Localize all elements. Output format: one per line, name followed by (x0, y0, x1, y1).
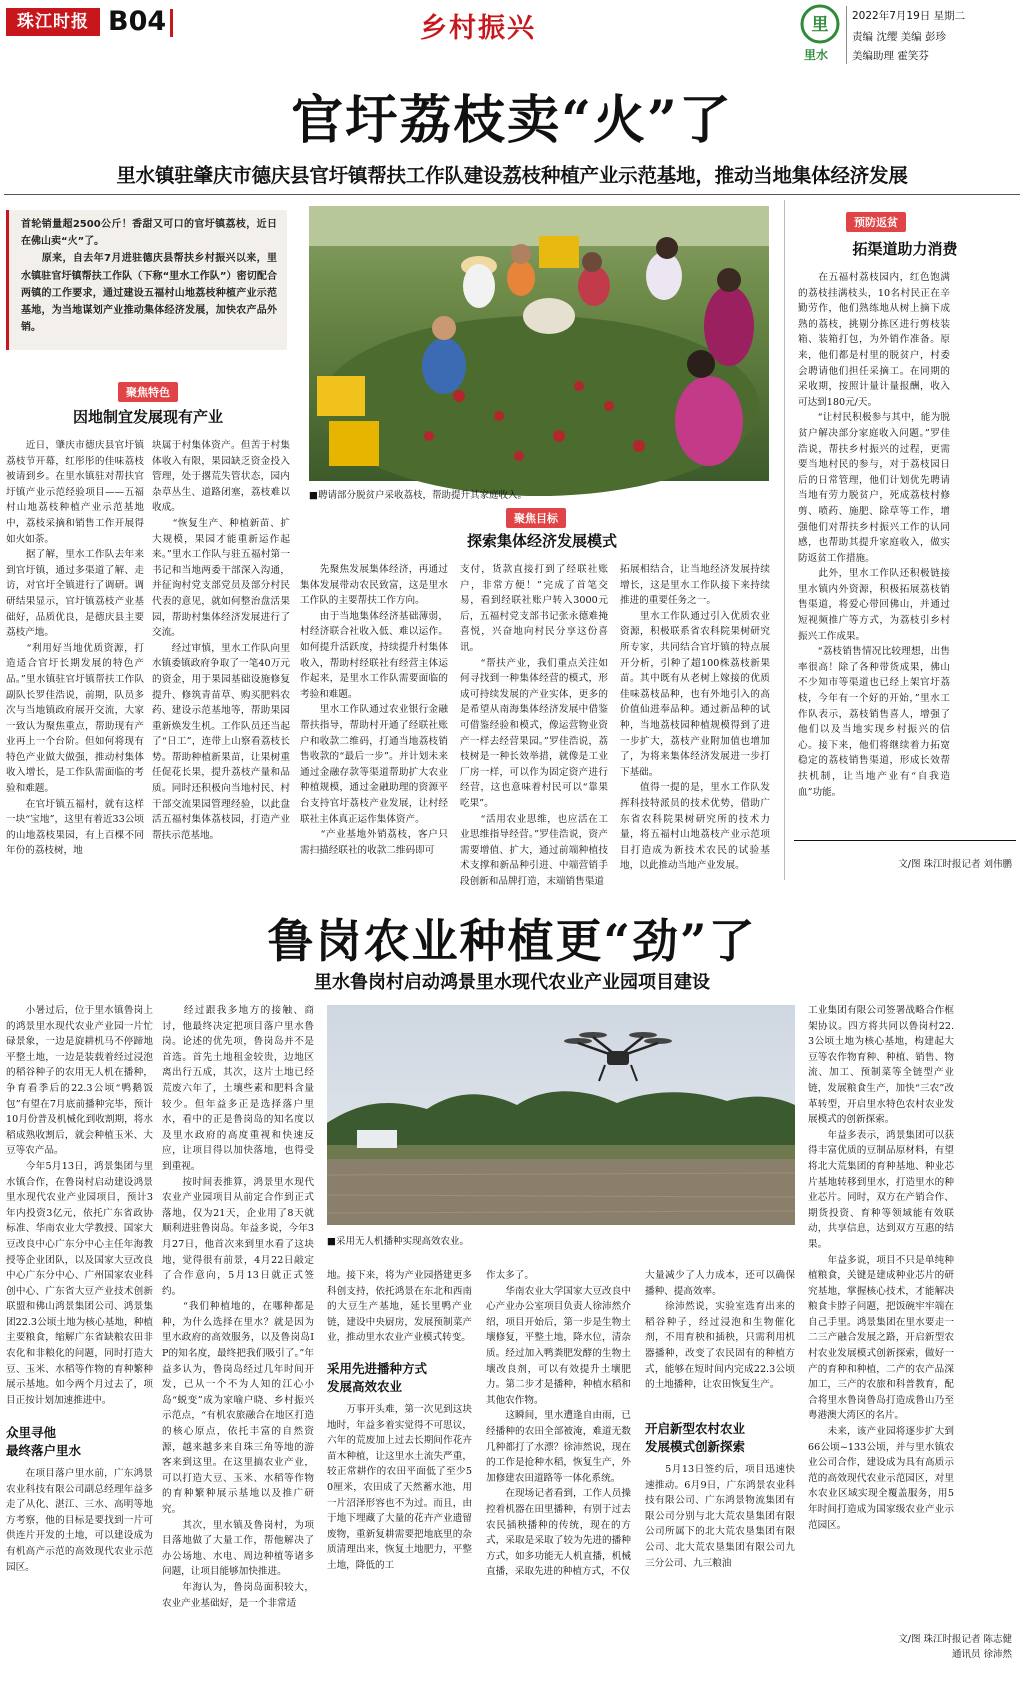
lead-text: 首轮销量超2500公斤！香甜又可口的官圩镇荔枝，近日在佛山卖“火”了。 原来，自去年7月进驻德庆县帮扶乡村振兴以来，里水镇驻官圩镇帮扶工作队（下称“里水工作队”）密切配合两镇的工作要求，通过建设五福村山地荔枝种植产业示范基地，为当地谋划产业推动集体经济发展，加快农产品外销。 (21, 219, 277, 334)
page-number: B04 (108, 6, 167, 37)
story2-col1b: 在项目落户里水前，广东鸿景农业科技有限公司副总经理年益多走了从化、湛江、三水、高明等地方考察，他的目标是要找到一片可供连片开发的土地，可以建设成为有机高产示范的高效现代农业示范园区。 (6, 1468, 153, 1573)
story2-col3: 地。接下来，将为产业园搭建更多科创支持，依托鸿景在东北和西南的大豆生产基地，延长里鸭产业链，建设中央厨房，发展预制菜产业，推动里水农业产业模式转变。 (327, 1270, 472, 1344)
story2-col3b: 万事开头难，第一次见到这块地时，年益多着实觉得不可思议，六年的荒废加上过去长期间作花卉苗木种植，让这里水土流失严重，较正常耕作的农田平面低了至少50厘米，农田成了天然蓄水池，用一片沼泽形容也不为过。而且，由于地下埋藏了大量的花卉产业遗留废物，重新复耕需要把地底里的杂质清理出来，恢复土地肥力，平整土地，降低的工 (327, 1404, 472, 1571)
editor-line: 责编 沈缨 美编 彭珍 (852, 31, 947, 43)
section2-col5: 拓展相结合，让当地经济发展持续增长，这是里水工作队接下来持续推进的重要任务之一。 里水工作队通过引入优质农业资源，积极联系省农科院果树研究所专家，共同结合官圩镇的特点展开分析，引种了超100株荔枝新果苗。其中既有从老树上嫁接的优质佳味荔枝品种，也有外地引入的高价值仙进奉品种。通过新品种的试种，当地荔枝园种植规模得到了进一步扩大，荔枝产业附加值也增加了，为将来集体经济发展进一步打下基础。 值得一提的是，里水工作队发挥科技特派员的技术优势，借助广东省农科院果树研究所的技术力量，将五福村山地荔枝产业示范项目打造成为新技术农民的试验基地，以此推动当地产业发展。 (620, 564, 770, 872)
badge-prevent-poverty: 预防返贫 (846, 212, 906, 232)
badge-focus-goal: 聚焦目标 (506, 508, 566, 528)
story2-col1: 小暑过后，位于里水镇鲁岗上的鸿景里水现代农业产业园一片忙碌景象，一边是旋耕机马不停蹄地平整土地，一边是装载着经过浸泡的稻谷种子的农用无人机在播种，争育看季后的22.3公顷“鸭鹅饭包”有望在7月底前播种完毕，预计10月份普及机械化到收割期，将水稻成熟收割后，就会种植玉米、大豆等农产品。 今年5月13日，鸿景集团与里水镇合作，在鲁岗村启动建设鸿景里水现代农业产业园项目，预计3年内投资3亿元，依托广东省政协标准、华南农业大学教授、国家大豆改良中心广东分中心主任年海教授等企业团队，以及国家大豆改良中心广东分中心、广州国家农业科创中心、广东省大豆产业技术创新联盟和佛山鸿景集团公司、鸿景集团22.3公顷土地为核心基地，种植主要粮食，缩解广东省缺粮农田非农化和非粮化的问题，同时打造大豆、玉米、水稻等作物的育种繁种展示基地。如今两个月过去了，项目正按计划加速推进中。 (6, 1005, 153, 1406)
sidebar-rule (794, 840, 1016, 841)
rule (4, 194, 1020, 195)
sidebar-text: 在五福村荔枝园内，红色饱满的荔枝挂满枝头，10名村民正在辛勤劳作，他们熟练地从树上摘下成熟的荔枝，挑剔分拣区进行剪枝装箱、装箱打包，为外销作准备。原来，他们都是村里的脱贫户，村委会聘请他们担任采摘工。在同期的采收期，按照计量计量报酬，收入可达到180元/天。 “让村民积极参与其中，能为脱贫户解决部分家庭收入问题。”罗佳浩说，帮扶乡村振兴的过程，更需要当地村民的参与，对于荔枝园日后的日常管理，他们计划优先聘请当地有劳力脱贫户，死成荔枝村修剪、喷药、施肥、除草等工作，增强他们对帮扶乡村振兴工作的认同感，也帮助其提升家庭收入，做实防返贫工作措施。 此外，里水工作队还积极链接里水镇内外资源，积极拓展荔枝销售渠道，将爱心带回佛山，并通过短视频推广等方式，为荔枝引乡村振兴工作成果。 “荔枝销售情况比较理想，出售率很高！除了各种带货成果，佛山不少知市等渠道也已经上架官圩荔枝，今年有一个好的开始，”里水工作队表示，荔枝销售喜人，增强了他们以及当地实现乡村振兴的信心。接下来，他们将继续着力拓宽稳定的荔枝销售渠道，形成长效帮扶机制，让当地产业有“自我造血”功能。 (798, 272, 950, 798)
headline-1: 官圩荔枝卖“火”了 (291, 90, 733, 151)
photo2-caption: ■采用无人机播种实现高效农业。 (327, 1236, 469, 1247)
section1-col1: 近日，肇庆市德庆县官圩镇荔枝节开幕，红彤彤的佳味荔枝被请到乡。在里水镇驻对帮扶官圩镇产业示范经验项目——五福村山地荔枝种植产业示范基地中，荔枝采摘和销售工作开展得如火如荼。 据了解，里水工作队去年来到官圩镇，通过多渠道了解、走访，对官圩全镇进行了调研。调研结果显示，官圩镇荔枝产业基础好，品质优良，是德庆县主要荔枝产地。 “利用好当地优质资源，打造适合官圩长期发展的特色产品。”里水镇驻官圩镇帮扶工作队副队长罗佳浩说，前期，队员多次与当地镇政府展开交流，大家一致认为聚焦重点，帮助现有产业再上一个台阶。但如何将现有特色产业做大做强，推动村集体收入增长，是工作队需面临的考验和难题。 在官圩镇五福村，就有这样一块“宝地”，这里有着近33公顷的山地荔枝果园，有上百棵不同年份的荔枝树，地 (6, 440, 144, 857)
header-vline (846, 6, 847, 64)
logo-text: 里水 (804, 48, 829, 62)
story2-col5: 大量减少了人力成本，还可以确保播种、提高效率。 徐沛然说，实验室选育出来的稻谷种子，经过浸泡和生物催化剂，不用育秧和插秧，只需利用机器播种，改变了农民固有的种植方式，能够在短时间内完成22.3公顷的土地播种，让农田恢复生产。 (645, 1270, 795, 1391)
svg-text:里: 里 (811, 15, 829, 35)
sidebar-divider (784, 200, 785, 880)
section2-col3: 先聚焦发展集体经济，再通过集体发展带动农民致富，这是里水工作队的主要帮扶工作方向。 由于当地集体经济基础薄弱，村经济联合社收入低、难以运作。如何提升活跃度，持续提升村集体收入，帮助村经联社有经营主体运作起来，是里水工作队需要面临的考验和难题。 里水工作队通过农业银行金融帮扶指导，帮助村开通了经联社账户和收款二维码，打通当地荔枝销售收款的“最后一步”。并计划未来通过金融存款等渠道帮助扩大农业种植规模，通过金融助理的资源平台支持官圩荔枝产业发展，让村经联社主体真正运作集体资产。 “产业基地外销荔枝，客户只需扫描经联社的收款二维码即可 (300, 564, 448, 856)
headline-2: 鲁岗农业种植更“劲”了 (267, 914, 757, 968)
lychee-photo (309, 206, 769, 481)
masthead-logo (6, 8, 100, 36)
paper-name: 珠江时报 (17, 12, 89, 32)
section2-title: 探索集体经济发展模式 (466, 532, 617, 550)
story2-col3-subtitle: 采用先进播种方式 发展高效农业 (327, 1361, 428, 1394)
designer-line: 美编助理 霍笑芬 (852, 50, 929, 62)
section-title: 乡村振兴 (420, 13, 536, 44)
subheadline-1: 里水镇驻肇庆市德庆县官圩镇帮扶工作队建设荔枝种植产业示范基地，推动当地集体经济发展 (116, 164, 908, 187)
story2-col4: 作太多了。 华南农业大学国家大豆改良中心产业办公室项目负责人徐沛然介绍，项目开始后，第一步是生物土壤修复，平整土地，降水位，清杂质。经过加入鸭粪肥发酵的生物土壤改良剂，可以有效提升土壤肥力。第二步才是播种，种植水稻和其他农作物。 这瞬间，里水遭逢自由雨，已经播种的农田全部被淹，难道无数几种都打了水漂？徐沛然说，现在的工作是抢种水稻，恢复生产，外加修建农田道路等一体化系统。 在现场记者看到，工作人员操控着机器在田里播种，有别于过去农民插秧播种的传统，现在的方式，采取是采取了较为先进的播种方式，如多功能无人机直播，机械直播，采取先进的种植方式，不仅 (486, 1270, 631, 1578)
byline-2: 文/图 珠江时报记者 陈志健 通讯员 徐沛然 (898, 1634, 1012, 1660)
photo1-caption: ■聘请部分脱贫户采收荔枝，帮助提升其家庭收入。 (309, 490, 527, 501)
byline-1: 文/图 珠江时报记者 刘伟鹏 (898, 859, 1012, 870)
badge-focus-feature: 聚焦特色 (118, 382, 178, 402)
story2-col5-subtitle: 开启新型农村农业 发展模式创新探索 (645, 1421, 746, 1454)
section1-title: 因地制宜发展现有产业 (72, 408, 223, 426)
date-line: 2022年7月19日 星期二 (852, 10, 966, 22)
drone-icon (563, 1027, 673, 1087)
lead-box (6, 210, 287, 350)
logo-emblem-icon (800, 4, 840, 44)
story2-col2: 经过跟我多地方的接触、商讨，他最终决定把项目落户里水鲁岗。论述的优先项，鲁岗岛并不是首选。首先土地租金较贵，边地区离出行五成，其次，这片土地已经荒废六年了，土壤些素和肥料含量较少。但年益多正是选择落户里水，看中的正是鲁岗岛的知名度以及里水政府的高度重视和快速反应，让项目得以加快落地，也得受到重视。 按时间表推算，鸿景里水现代农业产业园项目从前定合作到正式落地，仅为21天，企业用了8天就顺利进驻鲁岗岛。年益多说，今年3月27日，他首次来到里水看了这块地，觉得很有前景，4月22日敲定了合作意向，5月13日就正式签约。 “我们种植地的，在哪种都是种，为什么选择在里水？就是因为里水政府的高效服务，以及鲁岗岛IP的知名度，最终把我们吸引了。”年益多认为，鲁岗岛经过几年时间开发，已从一个不为人知的江心小岛“蜕变”成为家喻户晓、乡村振兴示范点，“有机农旅融合在地区打造的核心原点，依托丰富的自然资源，越来越多来自珠三角等地的游客来到这里。在这里搞农业产业，可以打造大豆、玉米、水稻等作物的育种繁种展示基地以及推广研究。 其次，里水镇及鲁岗村，为项目落地做了大量工作，帮他解决了办公场地、水电、周边种植等诸多问题，让项目能够加快推进。 年海认为，鲁岗岛面积较大，农业产业基础好，是一个非常适 (162, 1005, 314, 1609)
header-divider (170, 9, 173, 37)
story2-col6: 工业集团有限公司签署战略合作框架协议。四方将共同以鲁岗村22.3公顷土地为核心基地，构建起大豆等农作物育种、种植、销售、物流、加工、预制菜等全链型产业链，发展粮食生产，加快“三农”改革转型，开启里水特色农村农业发展模式的创新探索。 年益多表示，鸿景集团可以获得丰富优质的豆制品原材料，有望将北大荒集团的育种基地、种业芯片基地转移到里水，打造里水的种业芯片。同时，双方在产销合作、期货投资、育种等领域能有效联动，共享信息，达到双方互惠的结果。 年益多说，项目不只是单纯种植粮食，关键是建成种业芯片的研究基地，掌握核心技术，才能解决粮食卡脖子问题，把饭碗牢牢端在自己手里。鸿景集团在里水要走一二三产融合发展之路，开启新型农村农业发展模式创新探索，做好一产的育种和种植，二产的农产品深加工，三产的农旅和科普教育，配合将里水鲁岗鲁岛打造成鲁山乃至粤港澳大湾区的名片。 未来，该产业园将逐步扩大到66公顷~133公顷，并与里水镇农业公司合作，建设成为具有高质示范的高效现代农业示范园区，对里水农业区域实现全覆盖服务，用5年时间打造成为国家级农业产业示范园区。 (808, 1005, 954, 1531)
subheadline-2: 里水鲁岗村启动鸿景里水现代农业产业园项目建设 (314, 972, 710, 993)
section2-col4: 支付，货款直接打到了经联社账户，非常方便！”完成了首笔交易，看到经联社账户转入3000元后，五福村党支部书记张永德难掩喜悦，兴奋地向村民分享这份喜讯。 “帮扶产业，我们重点关注如何寻找到一种集体经营的模式，形成可持续发展的产业实体，更多的是希望从南海集体经济发展中借鉴可借鉴经验和模式，像运营物业资产一样去经营果园。”罗佳浩说，荔枝树是一种长效举措，就像是工业厂房一样，可以作为固定资产进行经营，这也意味着村民可以“靠果吃果”。 “活用农业思维，也应活在工业思维指导经营。”罗佳浩说，资产需要增值、扩大，通过前端种植技术支撑和新品种引进、中端营销手段创新和品牌打造，末端销售渠道 (460, 564, 608, 887)
sidebar-title: 拓渠道助力消费 (852, 240, 958, 258)
section1-col2: 块属于村集体资产。但苦于村集体收入有限，果园缺乏资金投入管理，处于撂荒失管状态，园内杂草丛生、道路闭塞，荔枝难以收成。 “恢复生产、种植新苗、扩大规模，果园才能重新运作起来。”里水工作队与驻五福村第一书记和当地两委干部深入沟通，并征询村党支部党员及部分村民代表的意见，就如何整治盘活果园，帮助村集体经济发展进行了交流。 经过审慎，里水工作队向里水镇委镇政府争取了一笔40万元的资金，用于果园基础设施修复提升、修筑青苗草、购买肥料农药、建设示范基地等，帮助果园重新焕发生机。工作队员还当起了“日工”，连带上山察看荔枝长势。帮助种植新果苗，让果树重任促花长果，提升荔枝产量和品质。同时还积极向当地村民、村干部交流果园管理经验，以此盘活五福村集体荔枝园，打造产业帮扶示范基地。 (152, 440, 290, 841)
story2-col5b: 5月13日签约后，项目迅速快速推动。6月9日，广东鸿景农业科技有限公司、广东鸿景物流集团有限公司分别与北大荒农垦集团有限公司所属下的北大荒农垦集团有限公司、北大荒农垦集团有限公司九三分公司、九三粮油 (645, 1464, 795, 1569)
drone-photo (327, 1005, 795, 1225)
story2-col1-subtitle: 众里寻他 最终落户里水 (6, 1425, 82, 1458)
